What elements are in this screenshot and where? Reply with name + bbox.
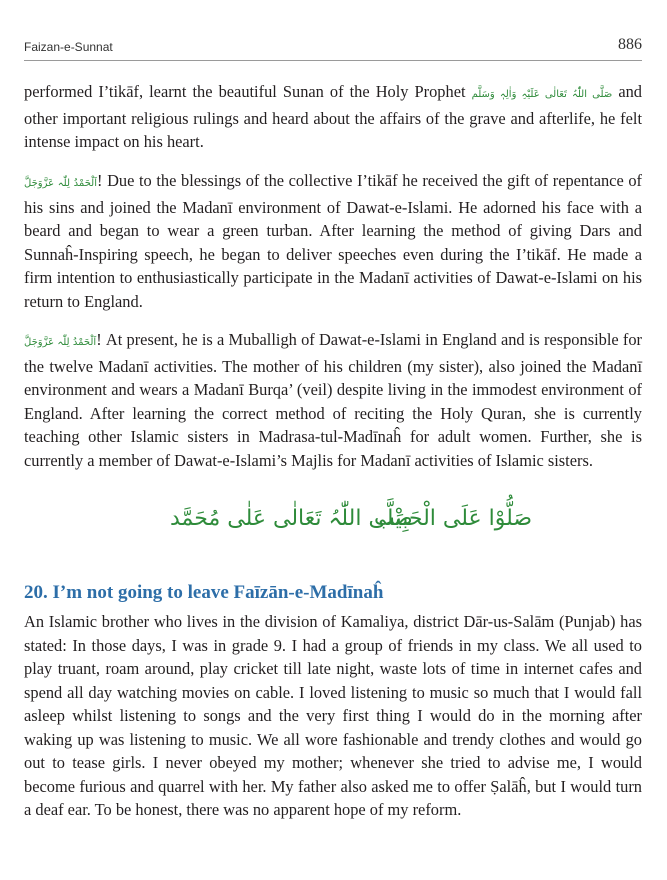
- paragraph-1: [24, 80, 642, 154]
- book-page: [24, 0, 642, 880]
- section-paragraph: An Islamic brother who lives in the division of Kamaliya, district Dār-us-Salām (Punjab) has stated: In those days, I was in grade 9. I had a group of friends in my class. We all used to play truant, roam around, play cricket till late night, waste lots of time in internet cafes and spend all day watching movies on cable. I loved listening to music so much that I would fall asleep whilst listening to songs and the very first thing I would do in the morning after waking up was listening to music. We all wore fashionable and trendy clothes and would go out to tease girls. I never obeyed my mother; whenever she tried to advise me, I would become furious and quarrel with her. My father also asked me to offer Ṣalāĥ, but I would turn a deaf ear. To be honest, there was no apparent hope of my reform.: [24, 612, 642, 819]
- paragraph-3-text: ! At present, he is a Muballigh of Dawat-e-Islami in England and is responsible for the twelve Madanī activities. The mother of his children (my sister), also joined the Madanī environment and wears a Madanī Burqa’ (veil) despite living in the immodest environment of England. After learning the correct method of reciting the Holy Quran, she is currently teaching other Islamic sisters in Madrasa-tul-Madīnaĥ for adult women. Further, she is currently a member of Dawat-e-Islami’s Majlis for Madanī activities of Islamic sisters.: [24, 330, 642, 470]
- salawat-left-arabic: صَلَّی اللّٰہُ تَعَالٰی عَلٰی مُحَمَّد: [170, 506, 413, 531]
- paragraph-1-text-start: performed I’tikāf, learnt the beautiful Sunan of the Holy Prophet: [24, 82, 472, 101]
- alhamdulillah-arabic: اَلْحَمْدُ لِلّٰہ عَزَّوَجَلَّ: [24, 337, 97, 348]
- running-header: [24, 36, 642, 61]
- alhamdulillah-arabic: اَلْحَمْدُ لِلّٰہ عَزَّوَجَلَّ: [24, 178, 97, 189]
- salawat-right-arabic: صَلُّوْا عَلَی الْحَبِیْب: [374, 506, 533, 531]
- paragraph-2-text: ! Due to the blessings of the collective I’tikāf he received the gift of repentance of his sins and joined the Madanī environment of Dawat-e-Islami. He adorned his face with a beard and began to wear a green turban. After learning the method of giving Dars and Sunnaĥ-Inspiring speech, he began to deliver speeches even during the I’tikāf. He made a firm intention to enthusiastically participate in the Madanī activities of Dawat-e-Islami on his return to England.: [24, 171, 643, 311]
- paragraph-3: [24, 328, 642, 472]
- book-title: Faizan-e-Sunnat: [24, 40, 113, 54]
- page-number: 886: [618, 36, 642, 53]
- salutation-prophet-arabic: صَلَّی اللّٰہُ تَعَالٰی عَلَیْہِ وَاٰلِہٖ وَسَلَّم: [471, 89, 613, 100]
- paragraph-2: [24, 169, 642, 313]
- section-heading: 20. I’m not going to leave Faīzān-e-Madīnaĥ: [24, 582, 384, 603]
- paragraph-1-text-end: and other important religious rulings and heard about the affairs of the grave and afterlife, he felt intense impact on his heart.: [24, 82, 643, 151]
- salawat-line: [24, 506, 642, 542]
